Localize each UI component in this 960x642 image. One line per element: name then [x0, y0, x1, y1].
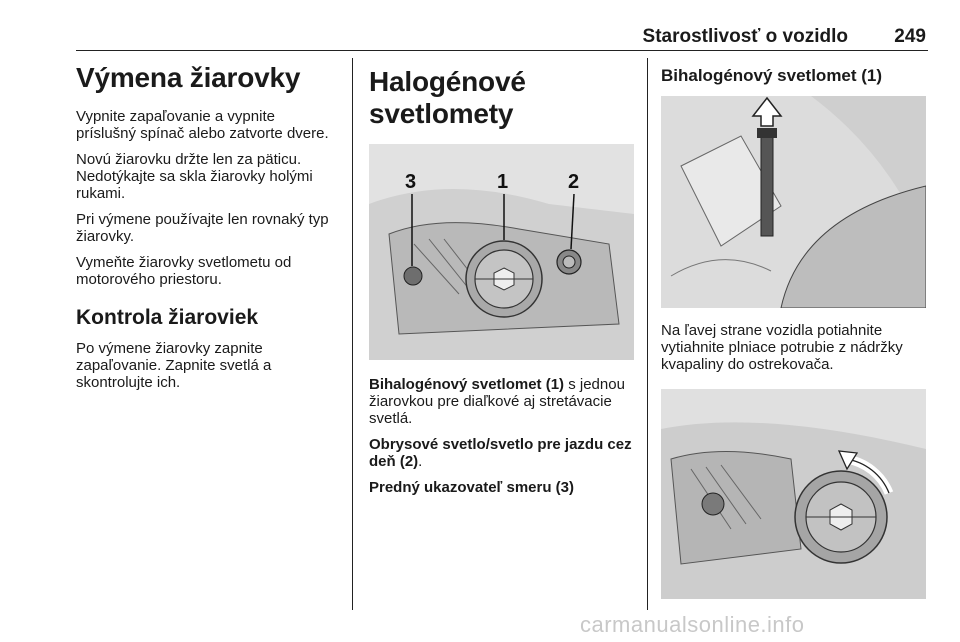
item-position-light: Obrysové svetlo/svetlo pre jazdu cez deň (2). — [369, 436, 632, 470]
washer-pipe-illustration — [661, 96, 926, 308]
section-title: Starostlivosť o vozidlo — [642, 26, 848, 47]
page-number: 249 — [894, 26, 926, 47]
callout-label: 2 — [568, 171, 580, 193]
callout-label: 1 — [497, 171, 509, 193]
bulb-check-heading: Kontrola žiaroviek — [76, 306, 259, 329]
paragraph: Pri výmene používajte len rovnaký typ žiarovky. — [76, 211, 329, 245]
column-divider — [352, 58, 353, 610]
watermark: carmanualsonline.info — [580, 612, 805, 637]
page-header — [76, 26, 928, 51]
headlight-rear-illustration — [369, 144, 634, 360]
callout-label: 3 — [405, 171, 417, 193]
bulb-replacement-heading: Výmena žiarovky — [76, 62, 301, 93]
paragraph: Novú žiarovku držte len za päticu. Nedotýkajte sa skla žiarovky holými rukami. — [76, 151, 313, 202]
item-turn-signal: Predný ukazovateľ smeru (3) — [369, 479, 575, 496]
column-bulb-replacement — [76, 62, 338, 400]
halogen-headlights-heading: Halogénové svetlomety — [369, 66, 526, 129]
item-bihalogen: Bihalogénový svetlomet (1) s jednou žiarovkou pre diaľkové aj stretávacie svetlá. — [369, 376, 625, 427]
paragraph: Vypnite zapaľovanie a vypnite príslušný spínač alebo zatvorte dvere. — [76, 108, 329, 142]
paragraph: Vymeňte žiarovky svetlometu od motorového priestoru. — [76, 254, 292, 288]
paragraph: Na ľavej strane vozidla potiahnite vytiahnite plniace potrubie z nádržky kvapaliny do ostrekovača. — [661, 322, 903, 373]
bulb-cap-illustration — [661, 389, 926, 599]
column-bihalogen — [661, 66, 931, 599]
column-divider — [647, 58, 648, 610]
column-halogen-headlights — [369, 66, 634, 505]
bihalogen-heading: Bihalogénový svetlomet (1) — [661, 66, 883, 85]
paragraph: Po výmene žiarovky zapnite zapaľovanie. Zapnite svetlá a skontrolujte ich. — [76, 340, 272, 391]
